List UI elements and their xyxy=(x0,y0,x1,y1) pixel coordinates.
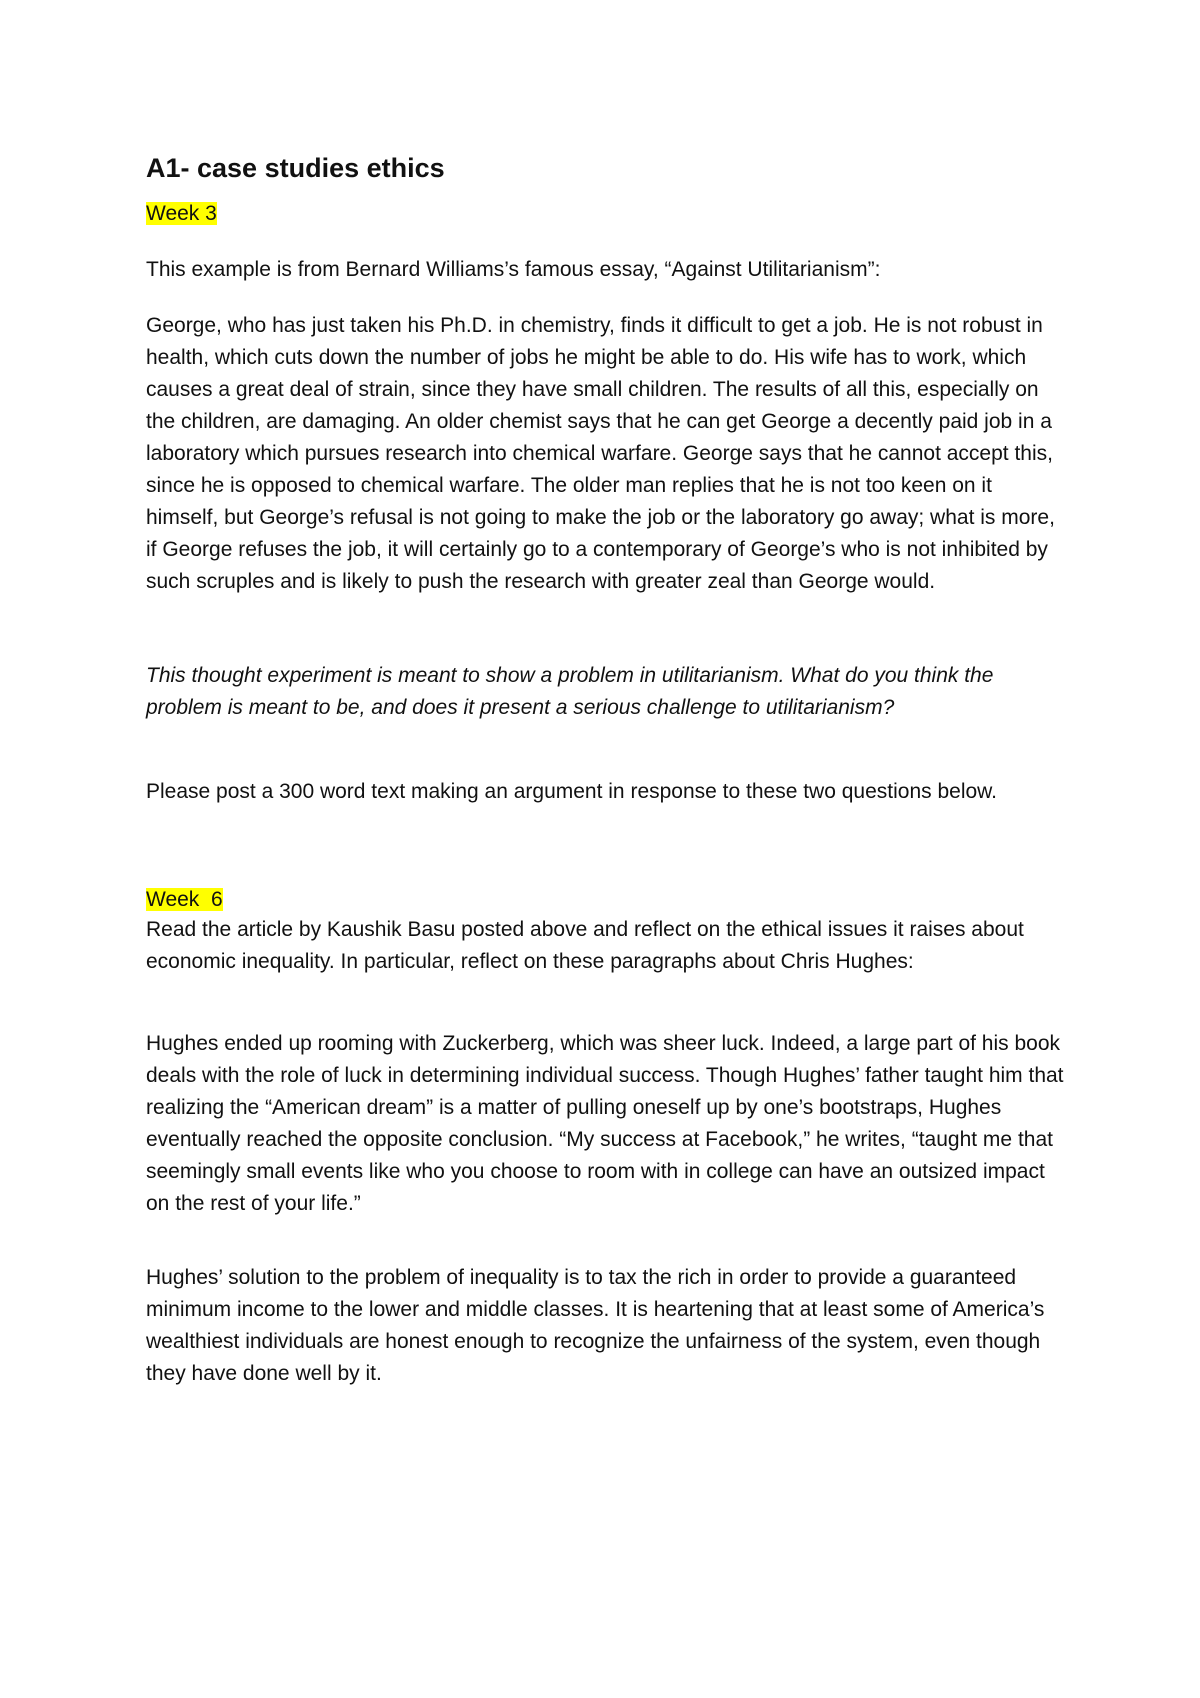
week6-intro: Read the article by Kaushik Basu posted above and reflect on the ethical issues it raises about economic inequality. In particular, reflect on these paragraphs about Chris Hughes: xyxy=(146,918,1024,973)
week3-instruction: Please post a 300 word text making an argument in response to these two questions below. xyxy=(146,780,998,803)
document-title: A1- case studies ethics xyxy=(146,153,445,183)
week6-quote-2: Hughes’ solution to the problem of inequality is to tax the rich in order to provide a guaranteed minimum income to the lower and middle classes. It is heartening that at least some of America’s wealthiest individuals are honest enough to recognize the unfairness of the system, even though they have done well by it. xyxy=(146,1266,1045,1385)
week3-question: This thought experiment is meant to show a problem in utilitarianism. What do you think the problem is meant to be, and does it present a serious challenge to utilitarianism? xyxy=(146,664,994,719)
week6-heading-line xyxy=(146,884,1066,916)
week6-heading: Week 6 xyxy=(146,888,223,911)
week3-case-text: George, who has just taken his Ph.D. in chemistry, finds it difficult to get a job. He is not robust in health, which cuts down the number of jobs he might be able to do. His wife has to work, which causes a great deal of strain, since they have small children. The results of all this, especially on the children, are damaging. An older chemist says that he can get George a decently paid job in a laboratory which pursues research into chemical warfare. George says that he cannot accept this, since he is opposed to chemical warfare. The older man replies that he is not too keen on it himself, but George’s refusal is not going to make the job or the laboratory go away; what is more, if George refuses the job, it will certainly go to a contemporary of George’s who is not inhibited by such scruples and is likely to push the research with greater zeal than George would. xyxy=(146,314,1055,593)
week6-quote-1: Hughes ended up rooming with Zuckerberg, which was sheer luck. Indeed, a large part of his book deals with the role of luck in determining individual success. Though Hughes’ father taught him that realizing the “American dream” is a matter of pulling oneself up by one’s bootstraps, Hughes eventually reached the opposite conclusion. “My success at Facebook,” he writes, “taught me that seemingly small events like who you choose to room with in college can have an outsized impact on the rest of your life.” xyxy=(146,1032,1064,1215)
week3-heading-line xyxy=(146,198,1066,230)
week3-intro: This example is from Bernard Williams’s famous essay, “Against Utilitarianism”: xyxy=(146,258,881,281)
week3-heading: Week 3 xyxy=(146,202,217,225)
